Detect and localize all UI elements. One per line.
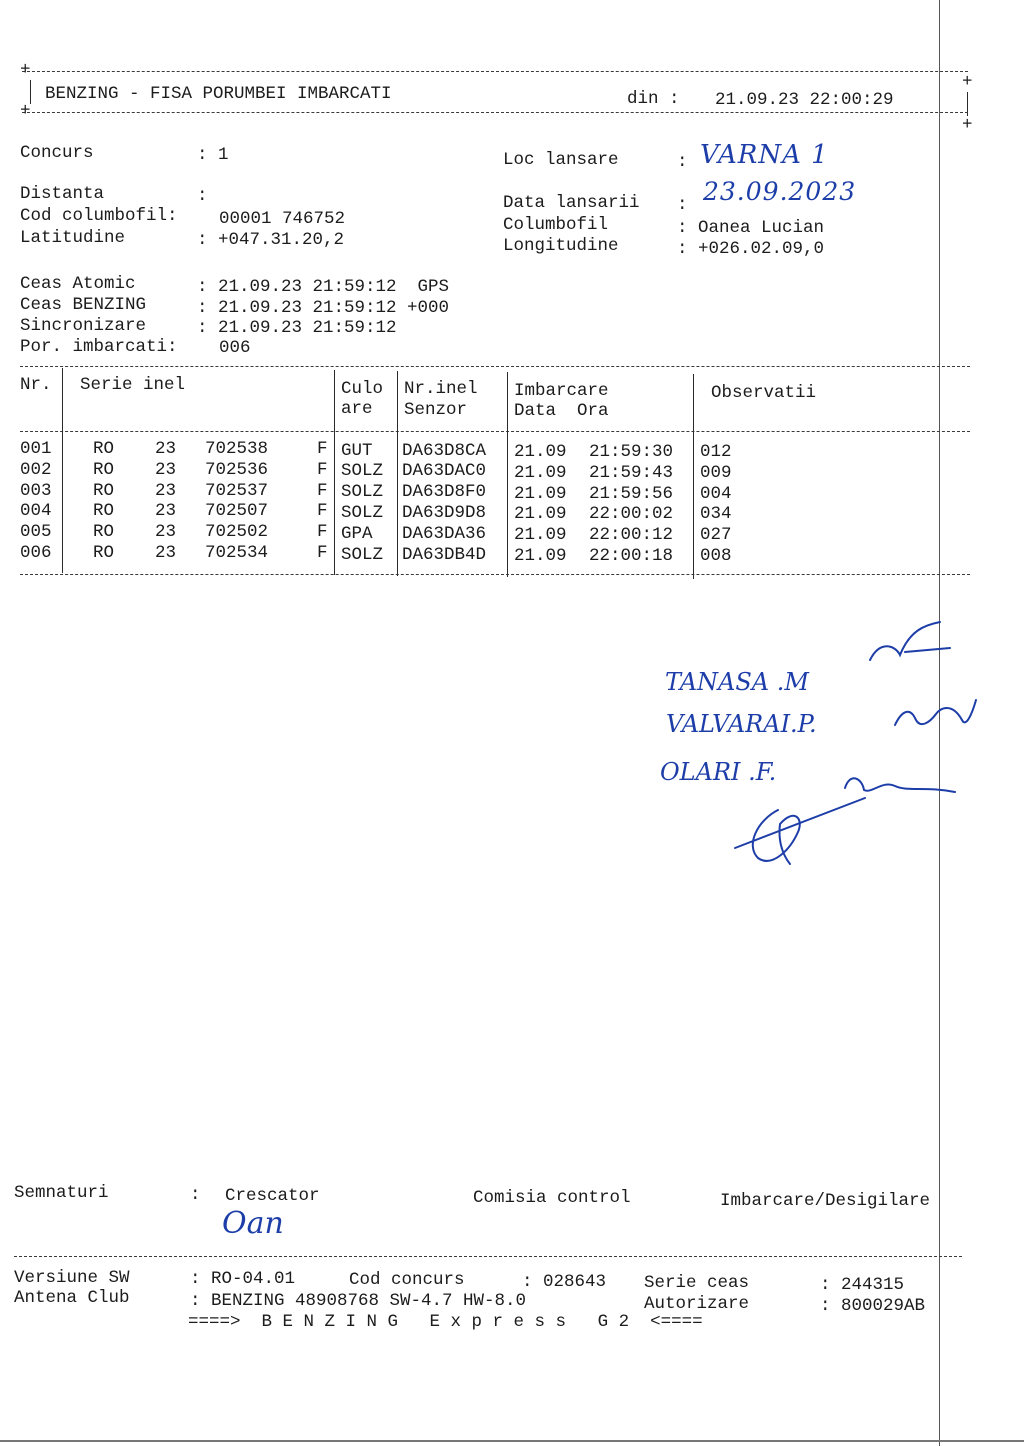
cell-tara: RO xyxy=(93,439,115,459)
cell-tara: RO xyxy=(93,522,115,543)
cell-culoare: SOLZ xyxy=(341,461,384,482)
col-sep-imbarcare xyxy=(693,374,694,579)
cell-culoare: SOLZ xyxy=(341,482,384,503)
data-lansarii-label: Data lansarii xyxy=(503,193,640,213)
autorizare-value: : 800029AB xyxy=(820,1296,926,1316)
header-din-label: din : xyxy=(627,89,680,109)
cell-sex: F xyxy=(317,439,328,459)
cell-data: 21.09 xyxy=(514,504,567,525)
cell-senzor: DA63DA36 xyxy=(402,523,487,544)
concurs-value: : 1 xyxy=(197,145,229,165)
crescator-label: Crescator xyxy=(225,1186,320,1206)
versiune-value: : RO-04.01 xyxy=(190,1269,296,1289)
cell-tara: RO xyxy=(93,480,115,501)
cell-observatii: 012 xyxy=(700,442,732,462)
cod-columbofil-value: 00001 746752 xyxy=(219,209,346,229)
cell-nr: 005 xyxy=(20,522,52,543)
cell-inel: 702538 xyxy=(205,439,269,459)
concurs-label: Concurs xyxy=(20,143,94,163)
cell-observatii: 034 xyxy=(700,504,732,525)
col-nrinel-header-2: Senzor xyxy=(404,400,468,420)
col-imbarcare-header-2: Data Ora xyxy=(514,401,609,421)
crescator-signature: Oan xyxy=(222,1206,284,1241)
col-nr-header: Nr. xyxy=(20,375,52,395)
signature-2 xyxy=(895,700,976,725)
cell-culoare: GUT xyxy=(341,440,373,461)
col-sep-nr xyxy=(62,368,63,573)
cell-an: 23 xyxy=(155,501,177,522)
handwritten-signatures xyxy=(640,610,980,890)
cell-nr: 004 xyxy=(20,501,52,522)
loc-lansare-handwritten: VARNA 1 xyxy=(700,140,829,170)
ceas-benzing-value: : 21.09.23 21:59:12 +000 xyxy=(197,298,450,318)
table-header-rule xyxy=(20,431,970,432)
cell-sex: F xyxy=(317,522,328,543)
signature-1 xyxy=(870,622,950,660)
antena-label: Antena Club xyxy=(14,1288,130,1308)
table-bottom-rule xyxy=(20,574,970,575)
cell-senzor: DA63DB4D xyxy=(402,544,487,565)
ceas-benzing-label: Ceas BENZING xyxy=(20,295,147,315)
col-culoare-header-1: Culo xyxy=(341,379,384,399)
data-lansarii-sep: : xyxy=(677,195,688,215)
serie-ceas-label: Serie ceas xyxy=(644,1273,750,1293)
por-imbarcati-value: 006 xyxy=(219,338,251,358)
cell-inel: 702537 xyxy=(205,480,269,501)
cell-tara: RO xyxy=(93,543,115,563)
data-lansarii-handwritten: 23.09.2023 xyxy=(703,177,857,206)
table-top-rule xyxy=(20,366,970,367)
distanta-value: : xyxy=(197,186,208,206)
cell-inel: 702534 xyxy=(205,543,269,563)
cell-inel: 702502 xyxy=(205,522,269,543)
por-imbarcati-label: Por. imbarcati: xyxy=(20,337,178,357)
cell-data: 21.09 xyxy=(514,483,567,504)
ceas-atomic-value: : 21.09.23 21:59:12 GPS xyxy=(197,277,450,297)
cell-sex: F xyxy=(317,543,328,563)
cell-senzor: DA63D9D8 xyxy=(402,502,487,523)
col-culoare-header-2: are xyxy=(341,399,373,419)
cod-columbofil-label: Cod columbofil: xyxy=(20,206,178,226)
cell-data: 21.09 xyxy=(514,442,567,462)
cell-ora: 22:00:18 xyxy=(589,546,674,566)
cod-concurs-value: : 028643 xyxy=(522,1272,607,1292)
cell-observatii: 009 xyxy=(700,462,732,483)
cell-tara: RO xyxy=(93,501,115,522)
cell-tara: RO xyxy=(93,459,115,480)
col-imbarcare-header-1: Imbarcare xyxy=(514,381,609,401)
commission-name-3: OLARI .F. xyxy=(660,758,777,786)
longitudine-value: : +026.02.09,0 xyxy=(677,239,825,259)
cell-senzor: DA63D8CA xyxy=(402,440,487,461)
cell-nr: 003 xyxy=(20,480,52,501)
col-sep-senzor xyxy=(507,372,508,577)
col-serie-header: Serie inel xyxy=(80,375,186,395)
cell-culoare: GPA xyxy=(341,523,373,544)
sincronizare-value: : 21.09.23 21:59:12 xyxy=(197,318,397,338)
header-plus-left-top: + xyxy=(20,60,31,80)
columbofil-value: : Oanea Lucian xyxy=(677,218,825,238)
header-top-rule xyxy=(22,71,968,72)
distanta-label: Distanta xyxy=(20,184,105,204)
signature-4 xyxy=(735,798,865,864)
cell-senzor: DA63DAC0 xyxy=(402,461,487,482)
cell-nr: 001 xyxy=(20,439,52,459)
autorizare-label: Autorizare xyxy=(644,1294,750,1314)
col-nrinel-header-1: Nr.inel xyxy=(404,379,478,399)
cell-sex: F xyxy=(317,459,328,480)
cod-concurs-label: Cod concurs xyxy=(349,1270,465,1290)
cell-senzor: DA63D8F0 xyxy=(402,482,487,503)
header-plus-right-bottom: + xyxy=(962,115,973,135)
cell-nr: 002 xyxy=(20,459,52,480)
cell-inel: 702536 xyxy=(205,459,269,480)
loc-lansare-label: Loc lansare xyxy=(503,150,619,170)
cell-an: 23 xyxy=(155,439,177,459)
loc-lansare-sep: : xyxy=(677,152,688,172)
header-plus-left-bottom: + xyxy=(20,101,31,121)
cell-data: 21.09 xyxy=(514,546,567,566)
page-bottom-edge xyxy=(0,1440,1024,1442)
header-din-value: 21.09.23 22:00:29 xyxy=(715,90,894,110)
cell-culoare: SOLZ xyxy=(341,544,384,565)
cell-data: 21.09 xyxy=(514,525,567,546)
commission-name-2: VALVARAI.P. xyxy=(666,710,817,738)
cell-nr: 006 xyxy=(20,543,52,563)
antena-value: : BENZING 48908768 SW-4.7 HW-8.0 xyxy=(190,1291,527,1311)
cell-data: 21.09 xyxy=(514,462,567,483)
semnaturi-sep: : xyxy=(190,1185,201,1205)
ceas-atomic-label: Ceas Atomic xyxy=(20,274,136,294)
commission-name-1: TANASA .M xyxy=(665,668,809,696)
col-sep-serie xyxy=(334,370,335,575)
cell-sex: F xyxy=(317,480,328,501)
cell-sex: F xyxy=(317,501,328,522)
cell-an: 23 xyxy=(155,459,177,480)
cell-an: 23 xyxy=(155,543,177,563)
header-plus-right-top: + xyxy=(962,72,973,92)
cell-observatii: 008 xyxy=(700,546,732,566)
cell-an: 23 xyxy=(155,480,177,501)
latitudine-value: : +047.31.20,2 xyxy=(197,230,345,250)
benzing-express-banner: ====> B E N Z I N G E x p r e s s G 2 <==== xyxy=(188,1312,703,1332)
col-observatii-header: Observatii xyxy=(711,383,817,403)
latitudine-label: Latitudine xyxy=(20,228,126,248)
cell-ora: 22:00:12 xyxy=(589,525,674,546)
longitudine-label: Longitudine xyxy=(503,236,619,256)
cell-inel: 702507 xyxy=(205,501,269,522)
cell-culoare: SOLZ xyxy=(341,502,384,523)
header-title: BENZING - FISA PORUMBEI IMBARCATI xyxy=(45,84,392,104)
imbarcare-desigilare-label: Imbarcare/Desigilare xyxy=(720,1191,931,1211)
col-sep-culoare xyxy=(397,371,398,576)
cell-observatii: 027 xyxy=(700,525,732,546)
cell-ora: 22:00:02 xyxy=(589,504,674,525)
sincronizare-label: Sincronizare xyxy=(20,316,147,336)
cell-an: 23 xyxy=(155,522,177,543)
comisia-control-label: Comisia control xyxy=(473,1188,631,1208)
semnaturi-label: Semnaturi xyxy=(14,1183,109,1203)
columbofil-label: Columbofil xyxy=(503,215,609,235)
cell-observatii: 004 xyxy=(700,483,732,504)
cell-ora: 21:59:43 xyxy=(589,462,674,483)
header-bottom-rule xyxy=(22,112,968,113)
signature-3 xyxy=(845,778,955,792)
cell-ora: 21:59:30 xyxy=(589,442,674,462)
versiune-label: Versiune SW xyxy=(14,1268,130,1288)
serie-ceas-value: : 244315 xyxy=(820,1275,905,1295)
footer-rule xyxy=(14,1256,962,1257)
cell-ora: 21:59:56 xyxy=(589,483,674,504)
